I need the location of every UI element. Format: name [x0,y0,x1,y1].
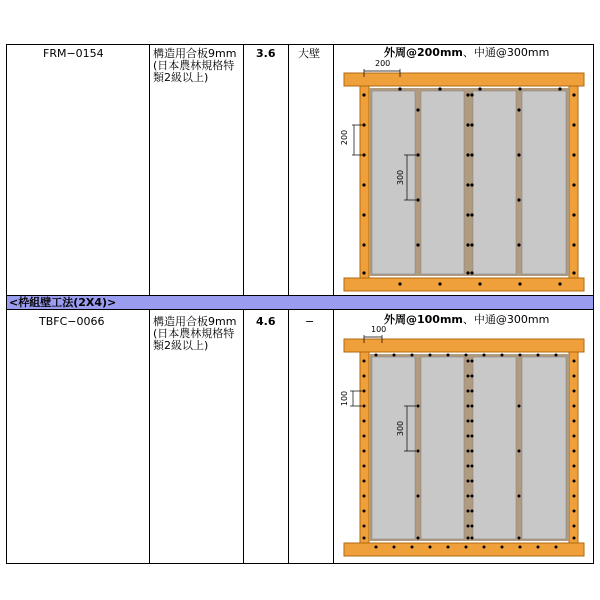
row1-value: 3.6 [256,47,276,60]
diagram2-svg [340,311,593,563]
row1-dim-mid: 300 [396,169,406,186]
section-label: <枠組壁工法(2X4)> [9,296,117,309]
row2-wall: − [305,315,315,328]
row2-dim-mid: 300 [396,420,406,437]
row2-material-3: 類2級以上) [153,339,209,352]
row1-material-2: (日本農林規格特 [153,59,235,72]
row1-dim-side: 200 [340,129,350,146]
row1-wall: 大壁 [298,47,320,60]
row2-spec-outer: 外周@100mm [384,313,463,326]
spec-table [6,44,594,564]
row2-material-2: (日本農林規格特 [153,327,235,340]
wall-diagram-2 [340,311,593,563]
row2-spec-inner: 、中通@300mm [462,313,550,326]
section-header-2x4 [7,295,593,310]
row1-spec-outer: 外周@200mm [384,46,463,59]
row2-code: TBFC−0066 [39,315,105,328]
row1-material-3: 類2級以上) [153,71,209,84]
row1-nail-spec [384,47,549,59]
row1-code: FRM−0154 [43,47,104,60]
row2-material-1: 構造用合板9mm [153,315,237,328]
row2-dim-top: 100 [371,325,387,334]
row1-spec-inner: 、中通@300mm [462,46,550,59]
wall-diagram-1 [340,45,593,295]
row2-nail-spec [384,314,549,326]
row1-dim-top: 200 [375,59,391,68]
row2-value: 4.6 [256,315,276,328]
row2-dim-side: 100 [340,390,350,407]
row1-material-1: 構造用合板9mm [153,47,237,60]
diagram1-svg [340,45,593,295]
